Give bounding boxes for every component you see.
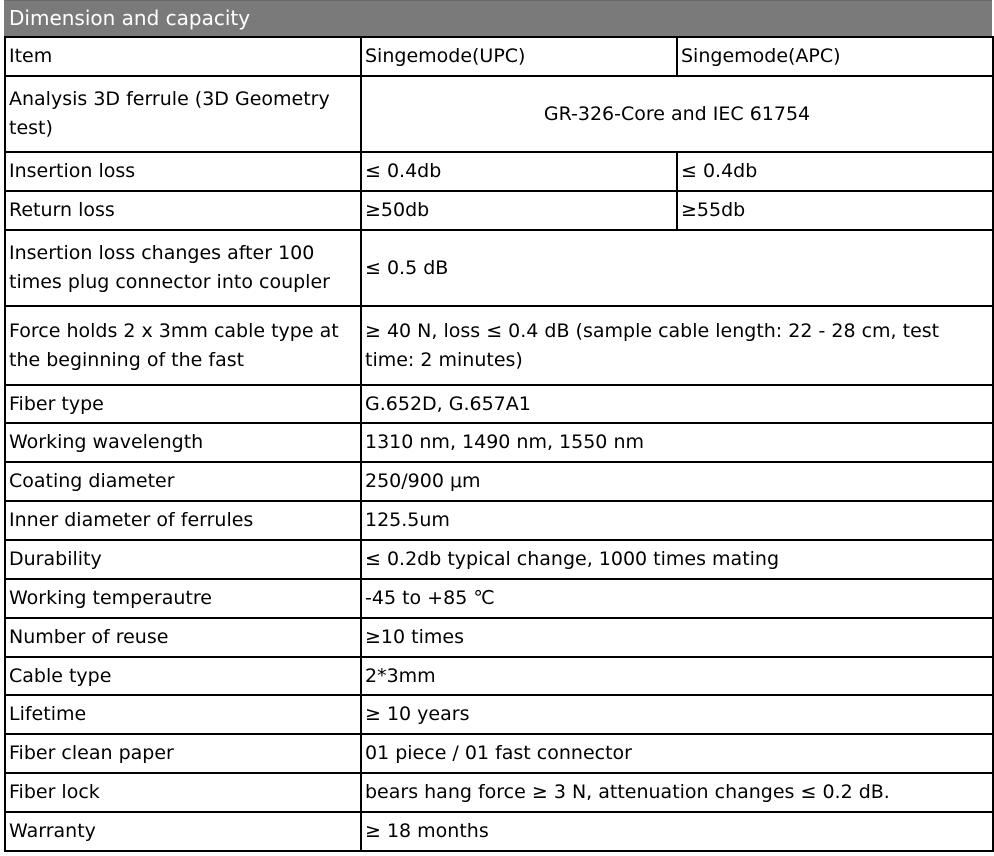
row-label: Return loss <box>5 191 361 230</box>
row-value: ≥ 10 years <box>361 695 993 734</box>
row-value: 01 piece / 01 fast connector <box>361 734 993 773</box>
row-label: Working temperautre <box>5 579 361 618</box>
table-row <box>5 76 993 152</box>
table-row <box>5 812 993 851</box>
row-label: Number of reuse <box>5 618 361 657</box>
table-row <box>5 191 993 230</box>
row-label: Inner diameter of ferrules <box>5 501 361 540</box>
table-row <box>5 462 993 501</box>
row-value: 250/900 μm <box>361 462 993 501</box>
row-value: 125.5um <box>361 501 993 540</box>
row-label: Insertion loss <box>5 152 361 191</box>
row-label: Fiber clean paper <box>5 734 361 773</box>
table-header-row <box>5 37 993 76</box>
spec-table <box>4 36 994 852</box>
row-value: ≤ 0.5 dB <box>361 230 993 306</box>
row-value-apc: ≥55db <box>677 191 993 230</box>
table-row <box>5 152 993 191</box>
row-value-upc: ≥50db <box>361 191 677 230</box>
table-row <box>5 501 993 540</box>
header-apc: Singemode(APC) <box>677 37 993 76</box>
table-row <box>5 306 993 385</box>
row-value: 2*3mm <box>361 657 993 695</box>
table-row <box>5 734 993 773</box>
row-label: Force holds 2 x 3mm cable type at the beginning of the fast <box>5 306 361 385</box>
row-label: Lifetime <box>5 695 361 734</box>
row-label: Warranty <box>5 812 361 851</box>
row-value: ≥ 18 months <box>361 812 993 851</box>
table-row <box>5 657 993 695</box>
row-value: ≥10 times <box>361 618 993 657</box>
row-value-apc: ≤ 0.4db <box>677 152 993 191</box>
row-value: bears hang force ≥ 3 N, attenuation changes ≤ 0.2 dB. <box>361 773 993 812</box>
table-row <box>5 230 993 306</box>
header-upc: Singemode(UPC) <box>361 37 677 76</box>
table-row <box>5 618 993 657</box>
row-value: GR-326-Core and IEC 61754 <box>361 76 993 152</box>
row-value: -45 to +85 ℃ <box>361 579 993 618</box>
table-row <box>5 695 993 734</box>
table-row <box>5 423 993 462</box>
table-row <box>5 773 993 812</box>
row-label: Working wavelength <box>5 423 361 462</box>
table-row <box>5 385 993 423</box>
row-value: ≥ 40 N, loss ≤ 0.4 dB (sample cable length: 22 - 28 cm, test time: 2 minutes) <box>361 306 993 385</box>
row-label: Fiber type <box>5 385 361 423</box>
row-value: 1310 nm, 1490 nm, 1550 nm <box>361 423 993 462</box>
table-row <box>5 579 993 618</box>
row-label: Fiber lock <box>5 773 361 812</box>
row-value-upc: ≤ 0.4db <box>361 152 677 191</box>
table-title: Dimension and capacity <box>4 0 992 36</box>
header-item: Item <box>5 37 361 76</box>
spec-sheet <box>4 0 992 852</box>
row-value: ≤ 0.2db typical change, 1000 times mating <box>361 540 993 579</box>
row-label: Cable type <box>5 657 361 695</box>
row-label: Durability <box>5 540 361 579</box>
row-value: G.652D, G.657A1 <box>361 385 993 423</box>
row-label: Insertion loss changes after 100 times plug connector into coupler <box>5 230 361 306</box>
row-label: Analysis 3D ferrule (3D Geometry test) <box>5 76 361 152</box>
table-row <box>5 540 993 579</box>
row-label: Coating diameter <box>5 462 361 501</box>
